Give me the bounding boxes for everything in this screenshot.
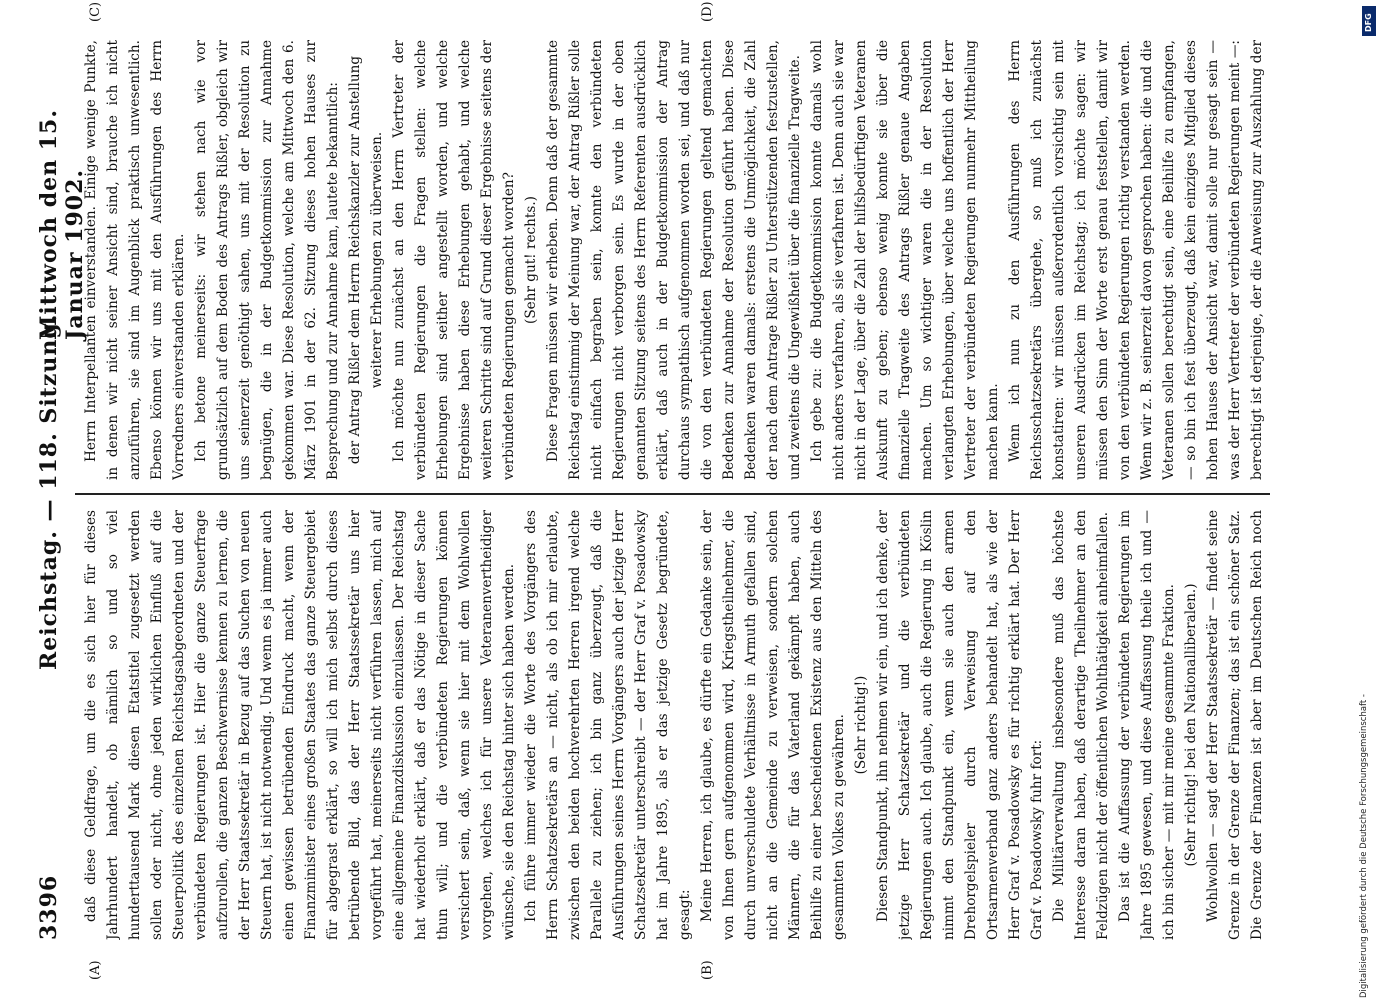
paragraph: Das ist die Auffassung der verbündeten Regierungen im Jahre 1895 gewesen, und diese Auffassung theile ich und — ich bin sicher — mit mir meine gesammte Fraktion. [1117, 510, 1177, 940]
paragraph: Wohlwollen — sagt der Herr Staatssekretär — findet seine Grenze in der Grenze der Finanzen; das ist ein schöner Satz. Die Grenze der Finanzen ist aber im Deutschen Reich noch [1205, 510, 1265, 940]
column-divider [75, 493, 1270, 495]
paragraph: Ich gebe zu: die Budgetkommission konnte damals wohl nicht anders verfahren, als sie verfahren ist. Denn auch sie war nicht in der Lage, über die Zahl der hilfsbedürftigen Veteranen Auskunft zu geben; ebenso wenig konnte sie über die finanzielle Tragweite des Antrags Rißler genaue Angaben machen. Um so wichtiger waren die in der Resolution verlangten Erhebungen, über welche uns hoffentlich der Herr Vertreter der verbündeten Regierungen nunmehr Mittheilung machen kann. [809, 40, 1001, 480]
dfg-logo-text: DFG [1364, 13, 1373, 32]
interjection: (Sehr richtig!) [853, 675, 869, 775]
margin-marker-b: (B) [700, 960, 715, 980]
margin-marker-c: (C) [88, 1, 103, 22]
margin-marker-a: (A) [88, 960, 103, 980]
quote-paragraph: Die Militärverwaltung insbesondere muß das höchste Interesse daran haben, daß derartige Theilnehmer an den Feldzügen nicht der öffentlichen Wohlthätigkeit anheimfallen. [1051, 510, 1111, 940]
paragraph: Diesen Standpunkt, ihn nehmen wir ein, und ich denke, der jetzige Herr Schatzsekretär und die verbündeten Regierungen auch. Ich glaube, auch die Regierung in Köslin nimmt den Standpunkt ein, wenn sie auch den armen Drehorgelspieler durch Verweisung auf den Ortsarmenverband ganz anders behandelt hat, als wie der Herr Graf v. Posadowsky es für richtig erklärt hat. Der Herr Graf v. Posadowsky fuhr fort: [875, 510, 1045, 940]
session-title: Reichstag. — 118. Sitzung. [36, 313, 62, 670]
paragraph: Ich führe immer wieder die Worte des Vorgängers des Herrn Schatzsekretärs an — nicht, als ob ich mir erlaubte, zwischen den beiden hochverehrten Herren irgend welche Parallele zu ziehen; ich bin ganz überzeugt, daß die Ausführungen seines Herrn Vorgängers auch der jetzige Herr Schatzsekretär unterschreibt — der Herr Graf v. Posadowsky hat im Jahre 1895, als er das jetzige Gesetz begründete, gesagt: [523, 510, 693, 940]
paragraph: Ich betone meinerseits: wir stehen nach wie vor grundsätzlich auf dem Boden des Antrags Rißler, obgleich wir uns seinerzeit genöthigt sahen, uns mit der Resolution zu begnügen, die in der Budgetkommission zur Annahme gekommen war. Diese Resolution, welche am Mittwoch den 6. März 1901 in der 62. Sitzung dieses hohen Hauses zur Besprechung und zur Annahme kam, lautete bekanntlich: [193, 40, 341, 480]
margin-marker-d: (D) [700, 1, 715, 22]
right-column [80, 40, 1270, 480]
paragraph: Diese Fragen müssen wir erheben. Denn daß der gesammte Reichstag einstimmig der Meinung war, der Antrag Rißler solle nicht einfach begraben sein, konnte den verbündeten Regierungen nicht verborgen sein. Es wurde in der oben genannten Sitzung seitens des Herrn Referenten ausdrücklich erklärt, daß auch in der Budgetkommission der Antrag durchaus sympathisch aufgenommen worden sei, und daß nur die von den verbündeten Regierungen geltend gemachten Bedenken zur Annahme der Resolution geführt haben. Diese Bedenken waren damals: erstens die Unmöglichkeit, die Zahl der nach dem Antrage Rißler zu Unterstützenden festzustellen, und zweitens die Ungewißheit über die finanzielle Tragweite. [545, 40, 803, 480]
session-date: Mittwoch den 15. Januar 1902. [36, 108, 88, 340]
paragraph: Wenn ich nun zu den Ausführungen des Herrn Reichsschatzsekretärs übergehe, so muß ich zunächst konstatiren: wir müssen außerordentlich vorsichtig sein mit unseren Ausdrücken im Reichstag; ich möchte sagen: wir müssen den Sinn der Worte erst genau feststellen, damit wir von den verbündeten Regierungen richtig verstanden werden. Wenn wir z. B. seinerzeit davon gesprochen haben: die und die Veteranen sollen berechtigt sein, eine Beihilfe zu empfangen, — so bin ich fest überzeugt, daß kein einziges Mitglied dieses hohen Hauses der Ansicht war, damit solle nur gesagt sein — was der Herr Vertreter der verbündeten Regierungen meint —: berechtigt ist derjenige, der die Anweisung zur Auszahlung der [1007, 40, 1265, 480]
page-number: 3396 [36, 874, 62, 940]
paragraph: Herrn Interpellanten einverstanden. Einige wenige Punkte, in denen wir nicht seiner Ansicht sind, brauche ich nicht anzuführen, sie sind im Augenblick praktisch unwesentlich. Ebenso können wir uns mit den Ausführungen des Herrn Vorredners einverstanden erklären. [83, 40, 187, 480]
paragraph: Ich möchte nun zunächst an den Herrn Vertreter der verbündeten Regierungen die Fragen stellen: welche Erhebungen sind seither angestellt worden, und welche Ergebnisse haben diese Erhebungen gehabt, und welche weiteren Schritte sind auf Grund dieser Ergebnisse seitens der verbündeten Regierungen gemacht worden? [391, 40, 517, 480]
credit-text: Digitalisierung gefördert durch die Deutsche Forschungsgemeinschaft - [1359, 694, 1369, 998]
quote-paragraph: der Antrag Rißler dem Herrn Reichskanzler zur Anstellung weiterer Erhebungen zu überweisen. [347, 55, 385, 465]
digitization-credit [1359, 8, 1379, 998]
interjection: (Sehr gut! rechts.) [523, 196, 539, 324]
quote-paragraph: Meine Herren, ich glaube, es dürfte ein Gedanke sein, der von Ihnen gern aufgenommen wird, Kriegstheilnehmer, die durch unverschuldete Verhältnisse in Armuth gefallen sind, nicht an die Gemeinde zu verweisen, sondern solchen Männern, die für das Vaterland gekämpft haben, auch Beihilfe zu einer bescheidenen Existenz aus den Mitteln des gesammten Volkes zu gewähren. [699, 510, 847, 940]
interjection: (Sehr richtig! bei den Nationalliberalen.) [1183, 583, 1199, 867]
paragraph: daß diese Geldfrage, um die es sich hier für dieses Jahrhundert handelt, ob nämlich so und so viel hunderttausend Mark diesen Etatstitel zugesetzt werden sollen oder nicht, ohne jeden wirklichen Einfluß auf die Steuerpolitik des einzelnen Reichstagsabgeordneten und der verbündeten Regierungen ist. Hier die ganze Steuerfrage aufzurollen, die ganzen Beschwernisse kennen zu lernen, die der Herr Staatssekretär in Bezug auf das Suchen von neuen Steuern hat, ist nicht notwendig. Und wenn es ja immer auch einen gewissen betrübenden Eindruck macht, wenn der Finanzminister eines großen Staates das ganze Steuergebiet für abgegrast erklärt, so will ich mich selbst durch dieses betrübende Bild, das der Herr Staatssekretär uns hier vorgeführt hat, meinerseits nicht verführen lassen, mich auf eine allgemeine Finanzdiskussion einzulassen. Der Reichstag hat wiederholt erklärt, daß er das Nötige in dieser Sache thun will; und die verbündeten Regierungen können versichert sein, daß, wenn sie hier mit dem Wohlwollen vorgehen, welches ich für unsere Veteranenvertheidiger wünsche, sie den Reichstag hinter sich haben werden. [83, 510, 517, 940]
page-header [30, 40, 88, 940]
left-column [80, 510, 1270, 940]
